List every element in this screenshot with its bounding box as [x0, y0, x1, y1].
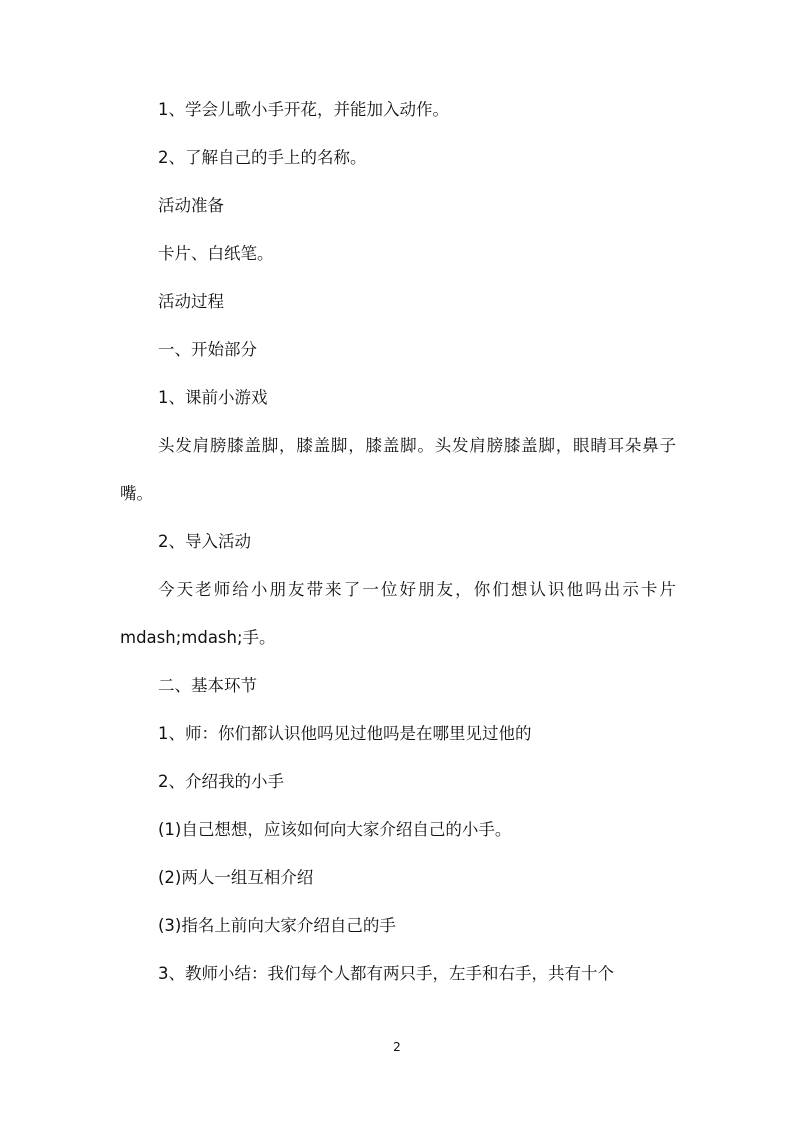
paragraph-introduce-hands: 2、介绍我的小手	[158, 772, 284, 791]
paragraph-warmup-game-title: 1、课前小游戏	[158, 388, 268, 407]
paragraph-warmup-game-lyrics: 头发肩膀膝盖脚，膝盖脚，膝盖脚。头发肩膀膝盖脚，眼睛耳朵鼻子嘴。	[120, 436, 676, 503]
paragraph-step-2: (2)两人一组互相介绍	[158, 868, 314, 887]
heading-part-one: 一、开始部分	[158, 340, 257, 359]
heading-activity-process: 活动过程	[158, 292, 224, 311]
paragraph-introduction-title: 2、导入活动	[158, 532, 251, 551]
heading-activity-preparation: 活动准备	[158, 196, 224, 215]
paragraph-step-3: (3)指名上前向大家介绍自己的手	[158, 916, 396, 935]
paragraph-teacher-question: 1、师：你们都认识他吗见过他吗是在哪里见过他的	[158, 724, 532, 743]
page-number: 2	[393, 1040, 401, 1054]
paragraph-materials: 卡片、白纸笔。	[158, 244, 274, 263]
paragraph-objective-1: 1、学会儿歌小手开花，并能加入动作。	[158, 100, 449, 119]
paragraph-teacher-summary: 3、教师小结：我们每个人都有两只手，左手和右手，共有十个	[158, 964, 614, 983]
paragraph-introduction-text: 今天老师给小朋友带来了一位好朋友，你们想认识他吗出示卡片mdash;mdash;手。	[120, 580, 676, 647]
paragraph-objective-2: 2、了解自己的手上的名称。	[158, 148, 367, 167]
heading-part-two: 二、基本环节	[158, 676, 257, 695]
paragraph-step-1: (1)自己想想，应该如何向大家介绍自己的小手。	[158, 820, 512, 839]
